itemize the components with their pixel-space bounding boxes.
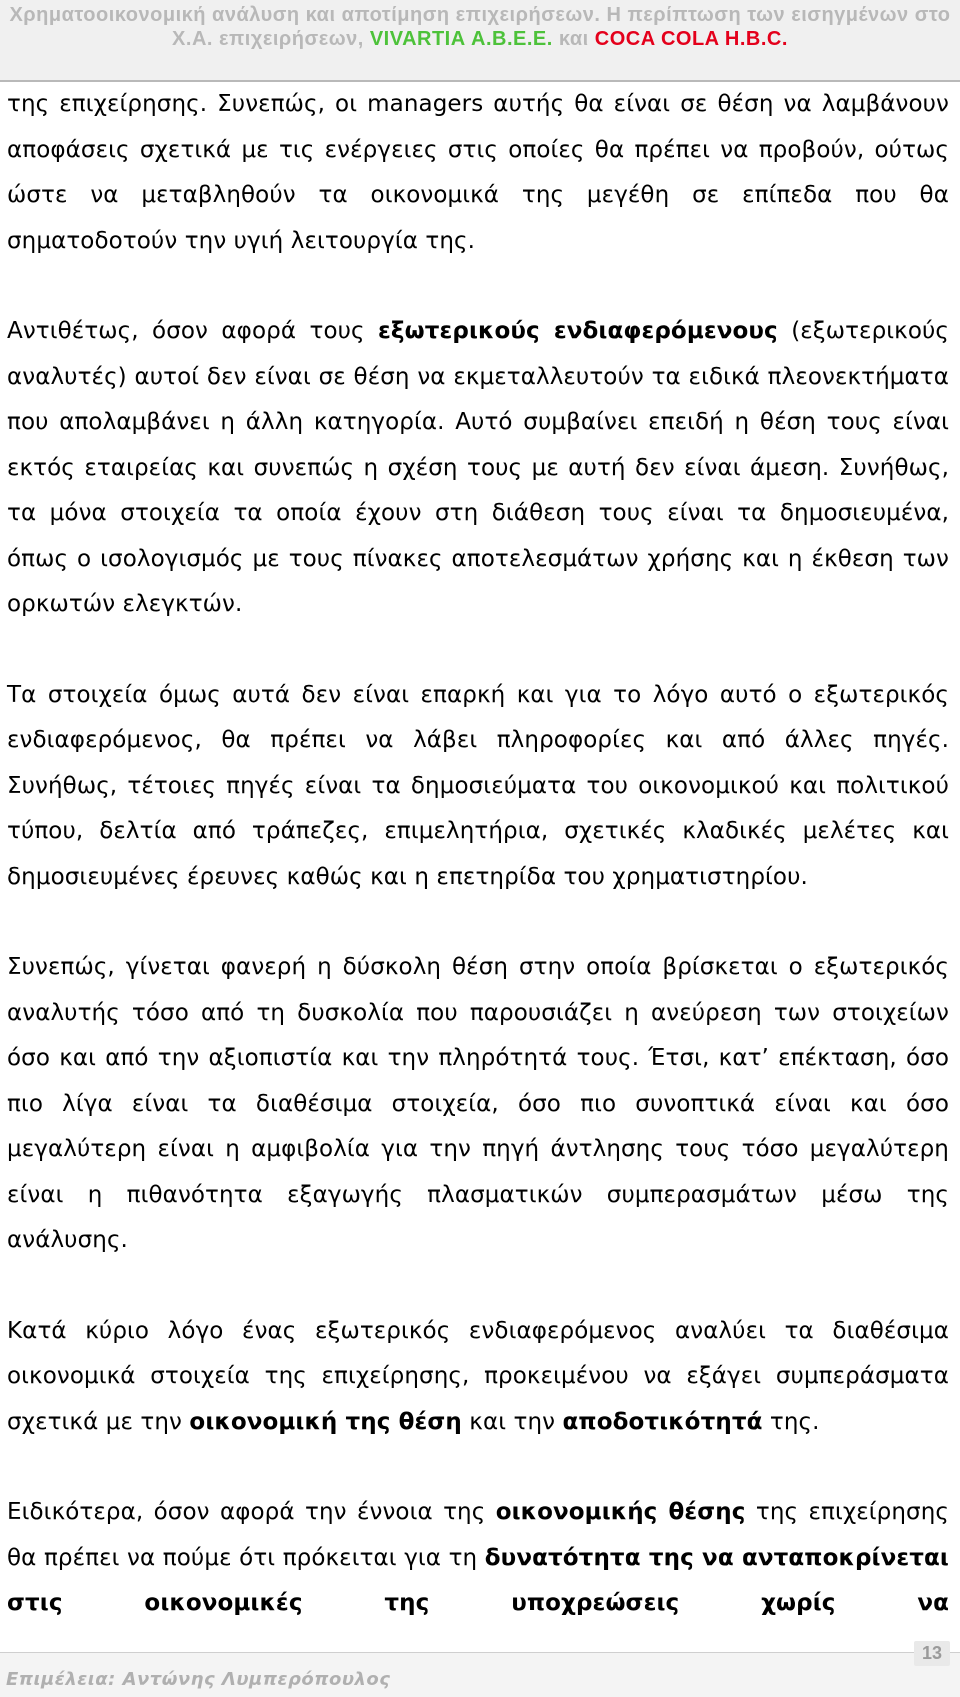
paragraph-5-emphasis-2: αποδοτικότητά [562,1408,763,1435]
page-number: 13 [914,1641,950,1666]
header-prefix: Χ.Α. επιχειρήσεων, [172,28,370,50]
paragraph-3: Τα στοιχεία όμως αυτά δεν είναι επαρκή και για το λόγο αυτό ο εξωτερικός ενδιαφερόμενος, θα πρέπει να λάβει πληροφορίες και από άλλες πηγές. Συνήθως, τέτοιες πηγές είναι τα δημοσιεύματα του οικονομικού και πολιτικού τύπου, δελτία από τράπεζες, επιμελητήρια, σχετικές κλαδικές μελέτες και δημοσιευμένες έρευνες καθώς και η επετηρίδα του χρηματιστηρίου. [7,681,949,890]
paragraph-6-text-b: της επιχείρησης θα πρέπει να πούμε ότι πρόκειται για τη [7,1499,949,1571]
page-header [0,0,960,82]
paragraph-2 [7,309,949,628]
document-body [7,82,949,1627]
header-company-cocacola: COCA COLA H.B.C. [594,28,788,50]
paragraph-5 [7,1309,949,1446]
header-company-vivartia: VIVARTIA Α.Β.Ε.Ε. [369,28,553,50]
paragraph-5-emphasis-1: οικονομική της θέση [189,1408,462,1435]
page-footer [0,1643,960,1697]
paragraph-5-text-c: της. [762,1408,820,1435]
paragraph-6 [7,1490,949,1627]
paragraph-6-emphasis-2: δυνατότητα της να ανταποκρίνεται στις οικονομικές της υποχρεώσεις χωρίς να [7,1544,949,1616]
header-title-line1: Χρηματοοικονομική ανάλυση και αποτίμηση επιχειρήσεων. Η περίπτωση των εισηγμένων στο [9,4,951,26]
paragraph-2-emphasis: εξωτερικούς ενδιαφερόμενους [378,318,778,344]
paragraph-1: της επιχείρησης. Συνεπώς, οι managers αυτής θα είναι σε θέση να λαμβάνουν αποφάσεις σχετικά με τις ενέργειες στις οποίες θα πρέπει να προβούν, ούτως ώστε να μεταβληθούν τα οικονομικά της μεγέθη σε επίπεδα που θα σηματοδοτούν την υγιή λειτουργία της. [7,91,949,254]
paragraph-6-emphasis-1: οικονομικής θέσης [495,1499,746,1525]
paragraph-6-text-a: Ειδικότερα, όσον αφορά την έννοια της [7,1499,496,1525]
paragraph-2-text-b: (εξωτερικούς αναλυτές) αυτοί δεν είναι σε θέση να εκμεταλλευτούν τα ειδικά πλεονεκτήματα που απολαμβάνει η άλλη κατηγορία. Αυτό συμβαίνει επειδή η θέση τους είναι εκτός εταιρείας και συνεπώς η σχέση τους με αυτή δεν είναι άμεση. Συνήθως, τα μόνα στοιχεία τα οποία έχουν στη διάθεση τους είναι τα δημοσιευμένα, όπως ο ισολογισμός με τους πίνακες αποτελεσμάτων χρήσης και η έκθεση των ορκωτών ελεγκτών. [7,318,949,617]
paragraph-5-text-b: και την [461,1408,563,1435]
paragraph-4: Συνεπώς, γίνεται φανερή η δύσκολη θέση στην οποία βρίσκεται ο εξωτερικός αναλυτής τόσο από τη δυσκολία που παρουσιάζει η ανεύρεση των στοιχείων όσο και από την αξιοπιστία και την πληρότητά τους. Έτσι, κατ’ επέκταση, όσο πιο λίγα είναι τα διαθέσιμα στοιχεία, όσο πιο συνοπτικά είναι και όσο μεγαλύτερη είναι η αμφιβολία για την πηγή άντλησης τους τόσο μεγαλύτερη είναι η πιθανότητα εξαγωγής πλασματικών συμπερασμάτων μέσω της ανάλυσης. [7,954,949,1253]
footer-editor: Επιμέλεια: Αντώνης Λυμπερόπουλος [6,1669,391,1690]
paragraph-2-text-a: Αντιθέτως, όσον αφορά τους [7,318,379,344]
paragraph-5-text-a: Κατά κύριο λόγο ένας εξωτερικός ενδιαφερόμενος αναλύει τα διαθέσιμα οικονομικά στοιχεία της επιχείρησης, προκειμένου να εξάγει συμπεράσματα σχετικά με την [7,1317,949,1435]
header-conjunction: και [552,28,595,50]
header-title-line2 [0,26,960,52]
